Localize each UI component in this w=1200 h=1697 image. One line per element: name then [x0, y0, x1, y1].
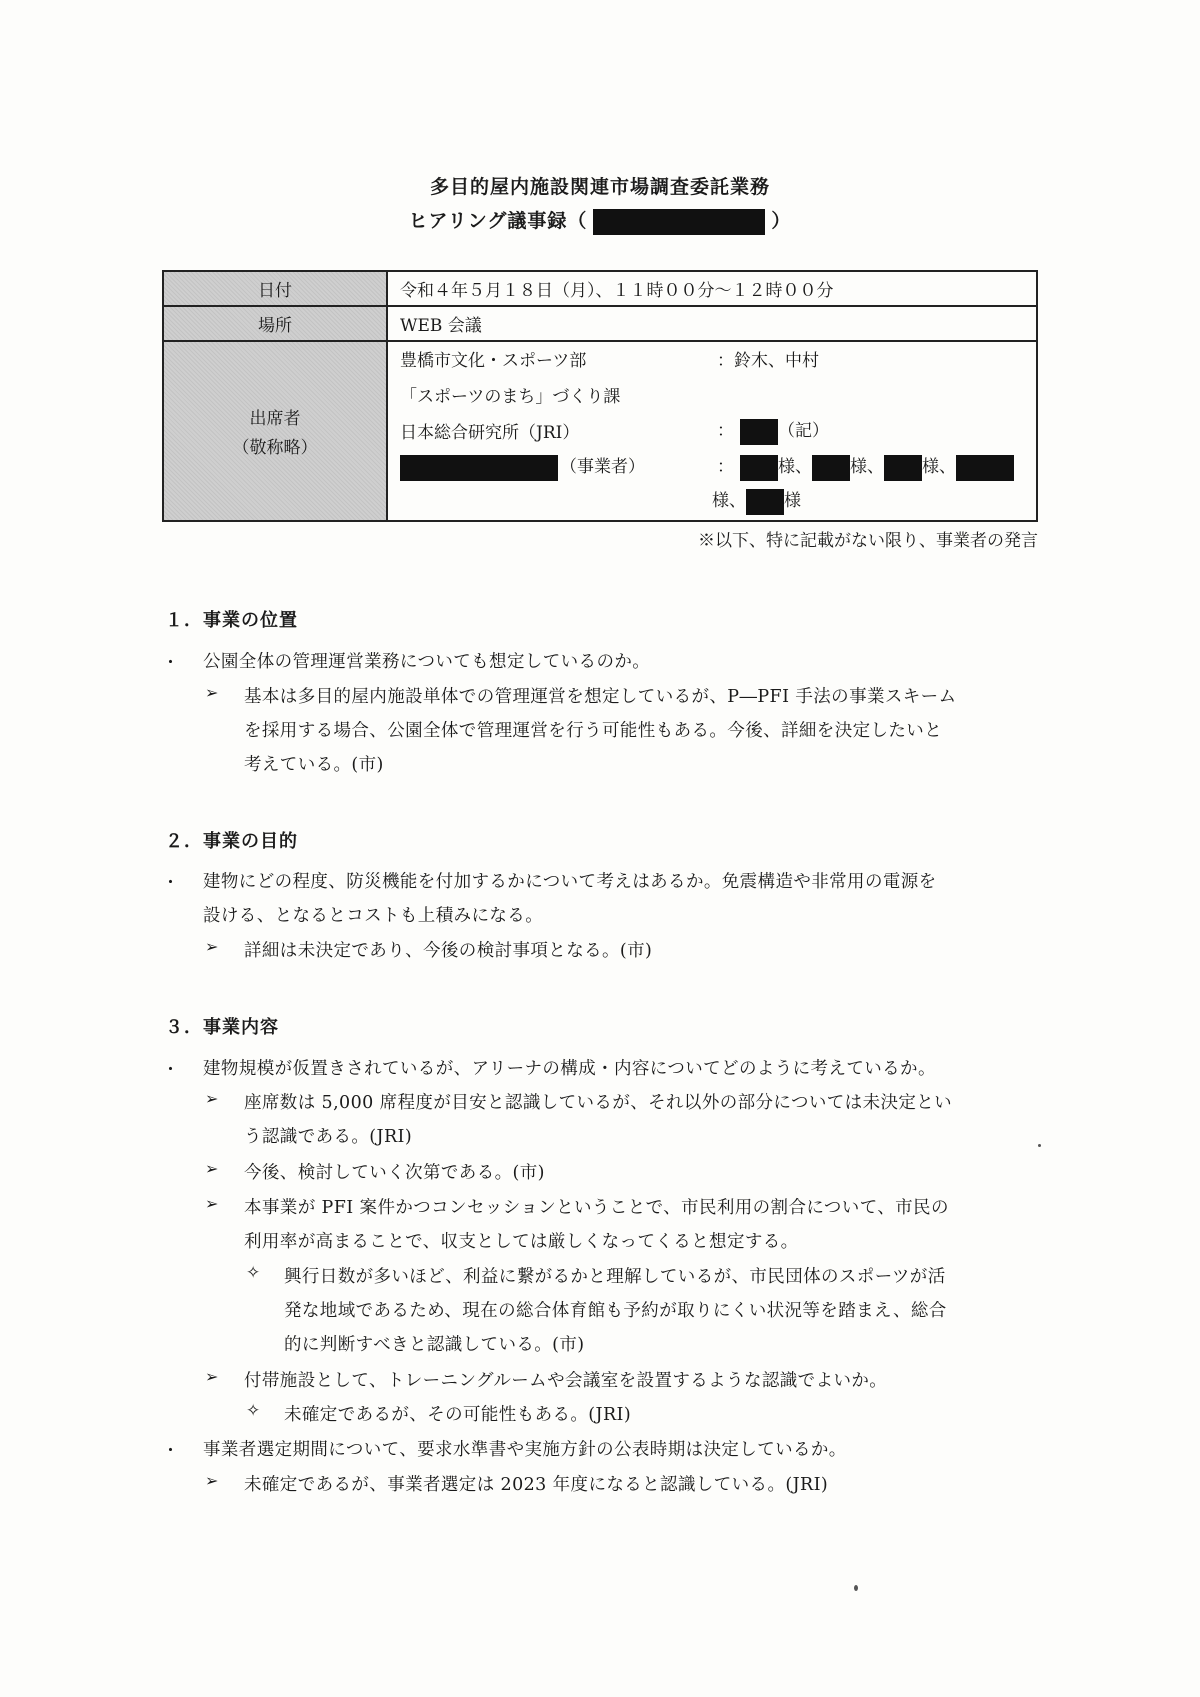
answer-text: 本事業が PFI 案件かつコンセッションということで、市民利用の割合について、市民の — [244, 1198, 949, 1218]
table-row-place — [163, 306, 1037, 341]
meeting-info-table — [162, 270, 1038, 522]
answer-text: 座席数は 5,000 席程度が目安と認識しているが、それ以外の部分については未決定とい — [244, 1093, 953, 1113]
attendee-org1-names: ：鈴木、中村 — [717, 351, 819, 371]
attendees-label — [163, 341, 387, 521]
redaction-bar — [400, 455, 558, 481]
document-subtitle — [0, 206, 1200, 235]
scan-speck — [1038, 1144, 1041, 1147]
attendee-org4-colon: ： — [717, 457, 734, 477]
attendees-label-line1: 出席者 — [249, 409, 301, 429]
bullet-icon: ・ — [162, 1441, 179, 1461]
answer-text: 考えている。(市) — [244, 755, 384, 775]
arrow-bullet-icon: ➢ — [205, 1194, 219, 1213]
date-label: 日付 — [163, 271, 387, 306]
honorific: 様、 — [778, 457, 812, 477]
redaction-bar — [740, 455, 778, 481]
answer-text: 利用率が高まることで、収支としては厳しくなってくると想定する。 — [244, 1232, 799, 1252]
attendee-org1: 豊橋市文化・スポーツ部 — [400, 351, 587, 371]
attendee-org4-suffix: （事業者） — [560, 457, 645, 477]
answer-text: 詳細は未決定であり、今後の検討事項となる。(市) — [244, 941, 653, 961]
arrow-bullet-icon: ➢ — [205, 1089, 219, 1108]
attendees-value — [387, 341, 1037, 521]
diamond-bullet-icon: ✧ — [246, 1401, 261, 1421]
answer-text: う認識である。(JRI) — [244, 1127, 413, 1147]
speaker-note: ※以下、特に記載がない限り、事業者の発言 — [698, 531, 1038, 551]
question-text: 設ける、となるとコストも上積みになる。 — [203, 906, 544, 926]
document-title: 多目的屋内施設関連市場調査委託業務 — [429, 176, 770, 198]
sub-answer-text: 未確定であるが、その可能性もある。(JRI) — [284, 1405, 632, 1425]
section-heading: １．事業の位置 — [165, 610, 298, 631]
redaction-bar — [884, 455, 922, 481]
honorific: 様、 — [850, 457, 884, 477]
arrow-bullet-icon: ➢ — [205, 937, 219, 956]
answer-text: 未確定であるが、事業者選定は 2023 年度になると認識している。(JRI) — [244, 1475, 829, 1495]
section-heading: ３．事業内容 — [165, 1017, 279, 1038]
attendee-org3-names — [717, 416, 829, 445]
answer-text: 付帯施設として、トレーニングルームや会議室を設置するような認識でよいか。 — [244, 1371, 888, 1391]
question-text: 公園全体の管理運営業務についても想定しているのか。 — [203, 652, 651, 672]
section-heading: ２．事業の目的 — [165, 831, 298, 852]
diamond-bullet-icon: ✧ — [246, 1263, 261, 1283]
attendee-org3-colon: ： — [717, 421, 734, 441]
table-row-attendees — [163, 341, 1037, 521]
place-value: WEB 会議 — [387, 306, 1037, 341]
redaction-bar — [746, 489, 784, 515]
redaction-bar — [593, 209, 765, 235]
bullet-icon: ・ — [162, 653, 179, 673]
bullet-icon: ・ — [162, 873, 179, 893]
attendee-org4 — [400, 452, 645, 481]
sub-answer-text: 発な地域であるため、現在の総合体育館も予約が取りにくい状況等を踏まえ、総合 — [284, 1301, 947, 1321]
attendees-label-line2: （敬称略） — [232, 438, 318, 458]
attendee-org3: 日本総合研究所（JRI） — [400, 423, 580, 443]
answer-text: 基本は多目的屋内施設単体での管理運営を想定しているが、P―PFI 手法の事業スキーム — [244, 687, 957, 707]
scan-speck — [854, 1585, 858, 1591]
attendee-org4-names — [717, 452, 1014, 481]
subtitle-prefix: ヒアリング議事録（ — [408, 210, 588, 232]
redaction-bar — [740, 419, 778, 445]
arrow-bullet-icon: ➢ — [205, 1471, 219, 1490]
question-text: 建物規模が仮置きされているが、アリーナの構成・内容についてどのように考えているか。 — [203, 1059, 936, 1079]
arrow-bullet-icon: ➢ — [205, 683, 219, 702]
question-text: 事業者選定期間について、要求水準書や実施方針の公表時期は決定しているか。 — [203, 1440, 847, 1460]
attendee-org4-names-cont — [712, 486, 801, 515]
subtitle-suffix: ） — [771, 210, 792, 232]
sub-answer-text: 的に判断すべきと認識している。(市) — [284, 1335, 585, 1355]
redaction-bar — [812, 455, 850, 481]
answer-text: 今後、検討していく次第である。(市) — [244, 1163, 545, 1183]
redaction-bar — [956, 455, 1014, 481]
table-row-date — [163, 271, 1037, 306]
honorific: 様、 — [712, 491, 746, 511]
question-text: 建物にどの程度、防災機能を付加するかについて考えはあるか。免震構造や非常用の電源を — [203, 872, 937, 892]
sub-answer-text: 興行日数が多いほど、利益に繋がるかと理解しているが、市民団体のスポーツが活 — [284, 1267, 946, 1287]
place-label: 場所 — [163, 306, 387, 341]
arrow-bullet-icon: ➢ — [205, 1367, 219, 1386]
answer-text: を採用する場合、公園全体で管理運営を行う可能性もある。今後、詳細を決定したいと — [244, 721, 943, 741]
honorific: 様、 — [922, 457, 956, 477]
honorific: 様 — [784, 491, 801, 511]
date-value: 令和４年５月１８日（月）、１１時００分～１２時００分 — [387, 271, 1037, 306]
bullet-icon: ・ — [162, 1060, 179, 1080]
attendee-org3-suffix: （記） — [778, 421, 829, 441]
attendee-org2: 「スポーツのまち」づくり課 — [400, 387, 621, 407]
arrow-bullet-icon: ➢ — [205, 1159, 219, 1178]
